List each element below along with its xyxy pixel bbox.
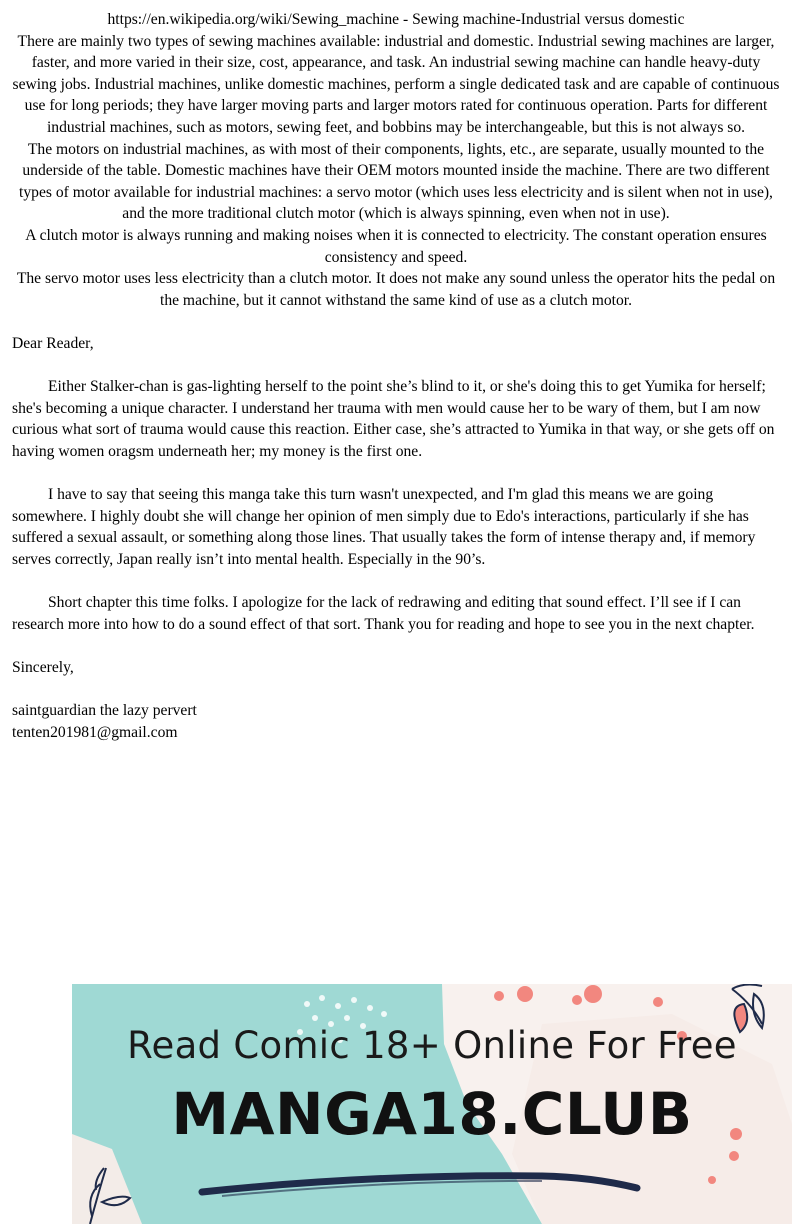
source-paragraph-3: A clutch motor is always running and making noises when it is connected to electricity. The constant operation ensures consistency and speed. [25, 226, 767, 266]
letter-email[interactable]: tenten201981@gmail.com [12, 723, 178, 741]
letter-paragraph-1: Either Stalker-chan is gas-lighting herself to the point she’s blind to it, or she's doing this to get Yumika for herself; she's becoming a unique character. I understand her trauma with men would cause her to be wary of them, but I am now curious what sort of trauma would cause this reaction. Either case, she’s attracted to Yumika in that way, or she gets off on having women oragsm underneath her; my money is the first one. [12, 378, 775, 460]
letter-paragraph-2: I have to say that seeing this manga take this turn wasn't unexpected, and I'm glad this means we are going somewhere. I highly doubt she will change her opinion of men simply due to Edo's interactions, particularly if she has suffered a sexual assault, or something along those lines. That usually takes the form of intense therapy and, if memory serves correctly, Japan really isn’t into mental health. Especially in the 90’s. [12, 486, 756, 568]
source-paragraph-2: The motors on industrial machines, as with most of their components, lights, etc., are separate, usually mounted to the underside of the table. Domestic machines have their OEM motors mounted inside the machine. There are two different types of motor available for industrial machines: a servo motor (which uses less electricity and is silent when not in use), and the more traditional clutch motor (which is always spinning, even when not in use). [19, 140, 773, 223]
source-excerpt [0, 0, 792, 311]
letter-closing: Sincerely, [12, 658, 74, 676]
letter-signature-block [12, 700, 780, 743]
letter-salutation: Dear Reader, [12, 334, 94, 352]
letter-body [0, 311, 792, 743]
banner-tagline: Read Comic 18+ Online For Free [127, 1024, 737, 1067]
letter-signature: saintguardian the lazy pervert [12, 702, 197, 719]
banner-brand-logo[interactable]: MANGA18.CLUB [171, 1080, 693, 1148]
source-title-line: https://en.wikipedia.org/wiki/Sewing_machine - Sewing machine-Industrial versus domestic [107, 11, 685, 28]
source-paragraph-4: The servo motor uses less electricity than a clutch motor. It does not make any sound unless the operator hits the pedal on the machine, but it cannot withstand the same kind of use as a clutch motor. [16, 270, 776, 309]
source-paragraph-1: There are mainly two types of sewing machines available: industrial and domestic. Industrial sewing machines are larger, faster, and more varied in their size, cost, appearance, and task. An industrial sewing machine can handle heavy-duty sewing jobs. Industrial machines, unlike domestic machines, perform a single dedicated task and are capable of continuous use for long periods; they have larger moving parts and larger motors rated for continuous operation. Parts for different industrial machines, such as motors, sewing feet, and bobbins may be interchangeable, but this is not always so. [12, 32, 780, 136]
promo-banner[interactable] [72, 984, 792, 1224]
letter-paragraph-3: Short chapter this time folks. I apologize for the lack of redrawing and editing that sound effect. I’ll see if I can research more into how to do a sound effect of that sort. Thank you for reading and hope to see you in the next chapter. [12, 594, 755, 633]
